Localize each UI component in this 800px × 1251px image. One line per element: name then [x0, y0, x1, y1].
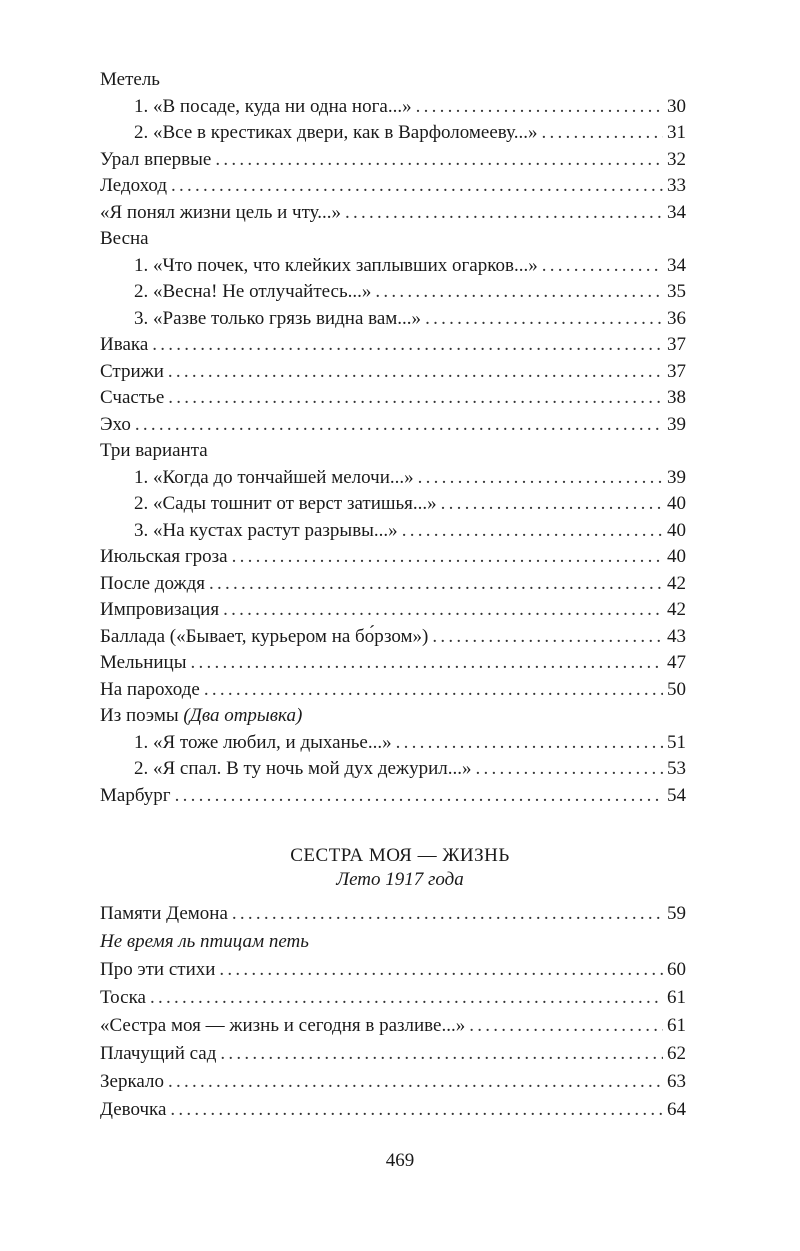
toc-title-text: 2. «Я спал. В ту ночь мой дух дежурил...» [134, 758, 472, 779]
toc-page-number: 64 [667, 1099, 686, 1120]
toc-title-text: Счастье [100, 387, 165, 408]
toc-title-text: 3. «Разве только грязь видна вам...» [134, 307, 422, 329]
toc-entry-title [100, 624, 428, 651]
toc-entry-title [100, 984, 146, 1012]
dot-leader [475, 756, 663, 783]
toc-title-text: Июльская гроза [100, 546, 228, 567]
dot-leader [542, 253, 663, 280]
toc-entry-title [100, 900, 228, 928]
toc-title-text: «Сестра моя — жизнь и сегодня в разливе...» [100, 1015, 466, 1036]
dot-leader [135, 412, 663, 439]
toc-entry [100, 650, 686, 677]
dot-leader [396, 730, 663, 757]
toc-entry-title [134, 465, 414, 492]
toc-page-number: 60 [667, 959, 686, 980]
toc-entry-title [100, 703, 302, 730]
toc-title-text: После дождя [100, 572, 206, 594]
toc-entry [100, 624, 686, 651]
toc-page-number: 40 [667, 493, 686, 514]
toc-entry-title [134, 279, 371, 306]
toc-title-text: Зеркало [100, 1071, 164, 1092]
dot-leader [204, 677, 663, 704]
toc-entry-title [100, 67, 160, 94]
toc-entry-title [100, 1096, 166, 1124]
toc-entry [100, 900, 686, 928]
dot-leader [375, 279, 663, 306]
toc-page-number: 61 [667, 1015, 686, 1036]
dot-leader [418, 465, 663, 492]
toc-page-number: 51 [667, 731, 686, 753]
toc-entry-title [100, 332, 148, 359]
toc-page-number: 34 [667, 254, 686, 276]
toc-entry [100, 518, 686, 545]
toc-entry-title [100, 544, 228, 571]
toc-title-text: Эхо [100, 413, 131, 435]
dot-leader [469, 1012, 663, 1040]
toc-page-number: 31 [667, 122, 686, 143]
toc-title-text: Баллада («Бывает, курьером на бо́рзом») [100, 625, 429, 647]
toc-page-number: 40 [667, 546, 686, 567]
toc-entry [100, 1096, 686, 1124]
dot-leader [171, 173, 663, 200]
toc-entry-title [134, 518, 398, 545]
toc-entry [100, 306, 686, 333]
toc-title-italic: (Два отрывка) [183, 705, 303, 726]
toc-entry [100, 173, 686, 200]
toc-entry [100, 253, 686, 280]
toc-title-text: Тоска [100, 987, 146, 1008]
toc-title-text: Три варианта [100, 440, 208, 461]
toc-title-text: Плачущий сад [100, 1043, 217, 1064]
page-number: 469 [385, 1150, 415, 1171]
dot-leader [441, 491, 663, 518]
toc-title-text: Метель [100, 69, 160, 90]
table-of-contents-part-2 [100, 900, 686, 1124]
toc-entry-title [134, 120, 537, 147]
toc-page-number: 35 [667, 281, 686, 302]
toc-entry [100, 385, 686, 412]
toc-group-heading [100, 226, 686, 253]
dot-leader [168, 385, 663, 412]
toc-entry-title [134, 491, 437, 518]
toc-entry [100, 279, 686, 306]
toc-entry [100, 94, 686, 121]
toc-page-number: 53 [667, 758, 686, 779]
dot-leader [220, 1040, 663, 1068]
toc-group-heading [100, 67, 686, 94]
dot-leader [219, 956, 663, 984]
toc-title-text: Урал впервые [100, 148, 212, 170]
toc-entry-title [100, 928, 309, 956]
toc-title-text: Про эти стихи [100, 959, 216, 980]
toc-entry-title [100, 226, 149, 253]
toc-title-text: Девочка [100, 1099, 167, 1120]
toc-page-number: 36 [667, 307, 686, 329]
toc-entry-title [100, 200, 341, 227]
toc-entry-title [100, 1068, 164, 1096]
toc-title-text: На пароходе [100, 678, 200, 700]
toc-page-number: 37 [667, 360, 686, 382]
dot-leader [432, 624, 663, 651]
toc-title-text: Весна [100, 228, 149, 249]
toc-entry-title [100, 385, 164, 412]
dot-leader [152, 332, 663, 359]
dot-leader [168, 1068, 663, 1096]
toc-entry [100, 1068, 686, 1096]
toc-page-number: 42 [667, 599, 686, 620]
toc-page-number: 54 [667, 784, 686, 806]
dot-leader [416, 94, 663, 121]
dot-leader [191, 650, 664, 677]
toc-entry-title [134, 306, 421, 333]
toc-page-number: 40 [667, 519, 686, 541]
toc-page-number: 59 [667, 903, 686, 924]
dot-leader [232, 544, 663, 571]
dot-leader [170, 1096, 663, 1124]
toc-entry [100, 597, 686, 624]
toc-title-text: 1. «В посаде, куда ни одна нога...» [134, 95, 412, 117]
toc-entry [100, 332, 686, 359]
toc-page-number: 61 [667, 987, 686, 1008]
toc-title-text: 1. «Я тоже любил, и дыханье...» [134, 731, 392, 753]
dot-leader [541, 120, 663, 147]
toc-entry [100, 359, 686, 386]
toc-title-text: «Я понял жизни цель и чту...» [100, 201, 341, 223]
toc-entry-title [100, 438, 208, 465]
toc-entry-title [100, 147, 211, 174]
toc-page-number: 32 [667, 148, 686, 170]
toc-entry [100, 120, 686, 147]
toc-entry-title [100, 1012, 465, 1040]
toc-title-text: 1. «Что почек, что клейких заплывших огарков...» [134, 254, 538, 276]
dot-leader [215, 147, 663, 174]
toc-title-text: 2. «Сады тошнит от верст затишья...» [134, 493, 437, 514]
toc-page-number: 63 [667, 1071, 686, 1092]
toc-title-text: Импровизация [100, 599, 220, 620]
toc-entry-title [100, 359, 164, 386]
toc-entry-title [100, 956, 215, 984]
toc-entry-title [100, 571, 205, 598]
dot-leader [232, 900, 663, 928]
toc-entry [100, 984, 686, 1012]
table-of-contents-part-1 [100, 67, 686, 809]
toc-group-heading [100, 703, 686, 730]
toc-entry-title [100, 597, 219, 624]
dot-leader [175, 783, 663, 810]
toc-entry-title [100, 1040, 216, 1068]
toc-page-number: 34 [667, 201, 686, 223]
toc-title-text: Марбург [100, 784, 171, 806]
toc-entry [100, 412, 686, 439]
section-subtitle: Лето 1917 года [336, 869, 464, 890]
toc-entry [100, 200, 686, 227]
toc-page-number: 38 [667, 387, 686, 408]
toc-entry [100, 783, 686, 810]
toc-page-number: 62 [667, 1043, 686, 1064]
toc-page-number: 47 [667, 652, 686, 673]
toc-page-number: 39 [667, 466, 686, 488]
dot-leader [168, 359, 663, 386]
toc-page-number: 43 [667, 625, 686, 647]
toc-page-number: 30 [667, 95, 686, 117]
toc-title-text: Ледоход [100, 175, 168, 196]
toc-entry [100, 571, 686, 598]
toc-title-text: 3. «На кустах растут разрывы...» [134, 519, 398, 541]
toc-entry-title [100, 783, 171, 810]
toc-page-number: 37 [667, 334, 686, 355]
dot-leader [402, 518, 663, 545]
toc-title-text: Памяти Демона [100, 903, 228, 924]
toc-entry [100, 956, 686, 984]
toc-title-text: Не время ль птицам петь [100, 931, 309, 952]
toc-entry [100, 1040, 686, 1068]
toc-page-number: 50 [667, 678, 686, 700]
dot-leader [345, 200, 663, 227]
toc-group-heading [100, 438, 686, 465]
toc-entry [100, 677, 686, 704]
toc-title-text: Мельницы [100, 652, 187, 673]
toc-title-text: 2. «Все в крестиках двери, как в Варфоломееву...» [134, 122, 538, 143]
toc-page-number: 39 [667, 413, 686, 435]
dot-leader [425, 306, 663, 333]
toc-entry-title [134, 94, 412, 121]
toc-title-text: 1. «Когда до тончайшей мелочи...» [134, 466, 414, 488]
toc-entry-title [134, 756, 471, 783]
toc-entry [100, 1012, 686, 1040]
toc-entry [100, 730, 686, 757]
toc-entry [100, 147, 686, 174]
section-title: СЕСТРА МОЯ — ЖИЗНЬ [290, 845, 510, 866]
toc-entry-title [100, 412, 131, 439]
dot-leader [150, 984, 663, 1012]
toc-entry [100, 544, 686, 571]
toc-group-heading [100, 928, 686, 956]
toc-entry-title [134, 730, 392, 757]
toc-page-number: 33 [667, 175, 686, 196]
toc-entry [100, 756, 686, 783]
toc-entry-title [100, 173, 167, 200]
toc-entry [100, 465, 686, 492]
toc-title-text: Стрижи [100, 360, 164, 382]
toc-title-text: Из поэмы [100, 705, 184, 726]
toc-page-number: 42 [667, 572, 686, 594]
toc-entry-title [134, 253, 538, 280]
toc-entry [100, 491, 686, 518]
toc-title-text: Ивака [100, 334, 149, 355]
toc-entry-title [100, 677, 200, 704]
dot-leader [223, 597, 663, 624]
toc-title-text: 2. «Весна! Не отлучайтесь...» [134, 281, 372, 302]
dot-leader [209, 571, 663, 598]
toc-entry-title [100, 650, 187, 677]
